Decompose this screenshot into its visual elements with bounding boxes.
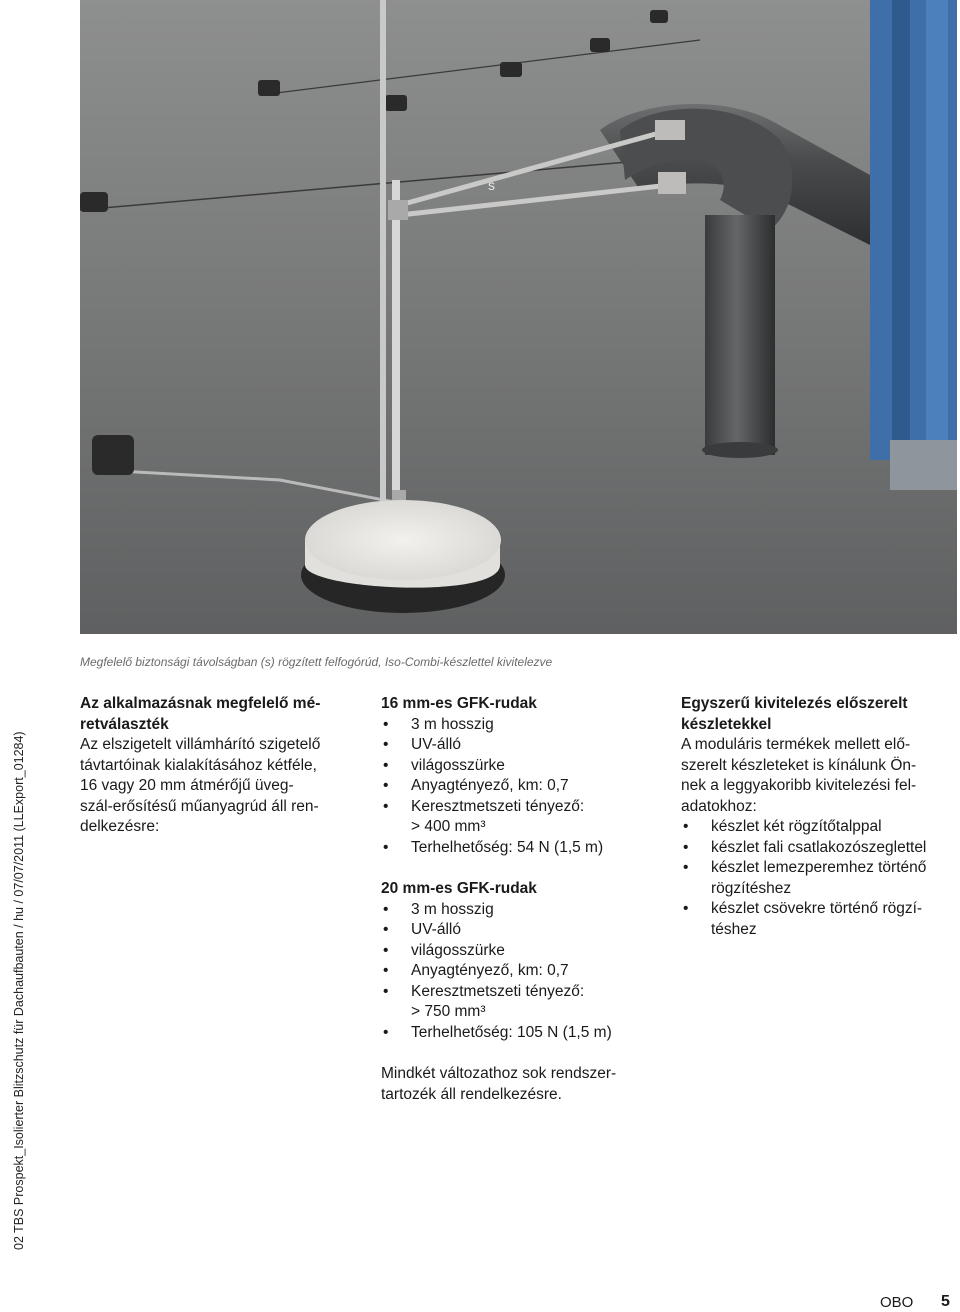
list-item: • készlet fali csatlakozószeglettel	[681, 838, 958, 859]
page-number: 5	[941, 1293, 950, 1310]
brand-name: OBO	[880, 1294, 914, 1311]
list-item: • készlet két rögzítőtalppal	[681, 817, 958, 838]
list-item: • Keresztmetszeti tényező: > 400 mm³	[381, 797, 666, 838]
section-heading-20mm: 20 mm-es GFK-rudak	[381, 880, 537, 897]
list-item: • világosszürke	[381, 756, 666, 777]
body-line: delkezésre:	[80, 818, 160, 835]
kits-list	[681, 817, 958, 940]
body-line: 16 vagy 20 mm átmérőjű üveg-	[80, 777, 294, 794]
note-line: Mindkét változathoz sok rendszer-	[381, 1065, 617, 1082]
list-item: • Anyagtényező, km: 0,7	[381, 961, 666, 982]
list-item: • UV-álló	[381, 920, 666, 941]
kits-heading	[681, 694, 958, 735]
spec-list-16mm	[381, 715, 666, 859]
body-line: A moduláris termékek mellett elő-	[681, 736, 911, 753]
spec-list-20mm	[381, 900, 666, 1044]
accessories-note	[381, 1064, 666, 1105]
list-item: • Keresztmetszeti tényező: > 750 mm³	[381, 982, 666, 1023]
heading-line: Az alkalmazásnak megfelelő mé-	[80, 695, 321, 712]
column-intro	[80, 694, 362, 838]
list-item: • 3 m hosszig	[381, 900, 666, 921]
vertical-document-code: 02 TBS Prospekt_Isolierter Blitzschutz für Dachaufbauten / hu / 07/07/2011 (LLExport_01284)	[12, 731, 26, 1250]
body-line: távtartóinak kialakításához kétféle,	[80, 756, 317, 774]
list-item: • világosszürke	[381, 941, 666, 962]
body-line: Az elszigetelt villámhárító szigetelő	[80, 736, 321, 753]
intro-body	[80, 735, 362, 838]
body-line: nek a leggyakoribb kivitelezési fel-	[681, 777, 917, 794]
kits-body	[681, 735, 958, 817]
photo-caption: Megfelelő biztonsági távolságban (s) rögzített felfogórúd, Iso-Combi-készlettel kivitelezve	[80, 655, 553, 669]
intro-heading	[80, 694, 362, 735]
product-photo	[80, 0, 957, 634]
heading-line: készletekkel	[681, 715, 772, 733]
column-kits	[681, 694, 958, 940]
body-line: szál-erősítésű műanyagrúd áll ren-	[80, 797, 319, 815]
distance-label: s	[488, 177, 495, 193]
list-item: • UV-álló	[381, 735, 666, 756]
body-line: adatokhoz:	[681, 797, 757, 815]
list-item: • készlet lemezperemhez történő rögzítéshez	[681, 858, 958, 899]
heading-line: Egyszerű kivitelezés előszerelt	[681, 695, 908, 712]
section-heading-16mm: 16 mm-es GFK-rudak	[381, 695, 537, 712]
heading-line: retválaszték	[80, 715, 169, 733]
body-line: szerelt készleteket is kínálunk Ön-	[681, 756, 917, 774]
list-item: • 3 m hosszig	[381, 715, 666, 736]
list-item: • készlet csövekre történő rögzí- téshez	[681, 899, 958, 940]
note-line: tartozék áll rendelkezésre.	[381, 1085, 562, 1103]
list-item: • Terhelhetőség: 105 N (1,5 m)	[381, 1023, 666, 1044]
list-item: • Anyagtényező, km: 0,7	[381, 776, 666, 797]
list-item: • Terhelhetőség: 54 N (1,5 m)	[381, 838, 666, 859]
column-gfk-rods	[381, 694, 666, 1105]
